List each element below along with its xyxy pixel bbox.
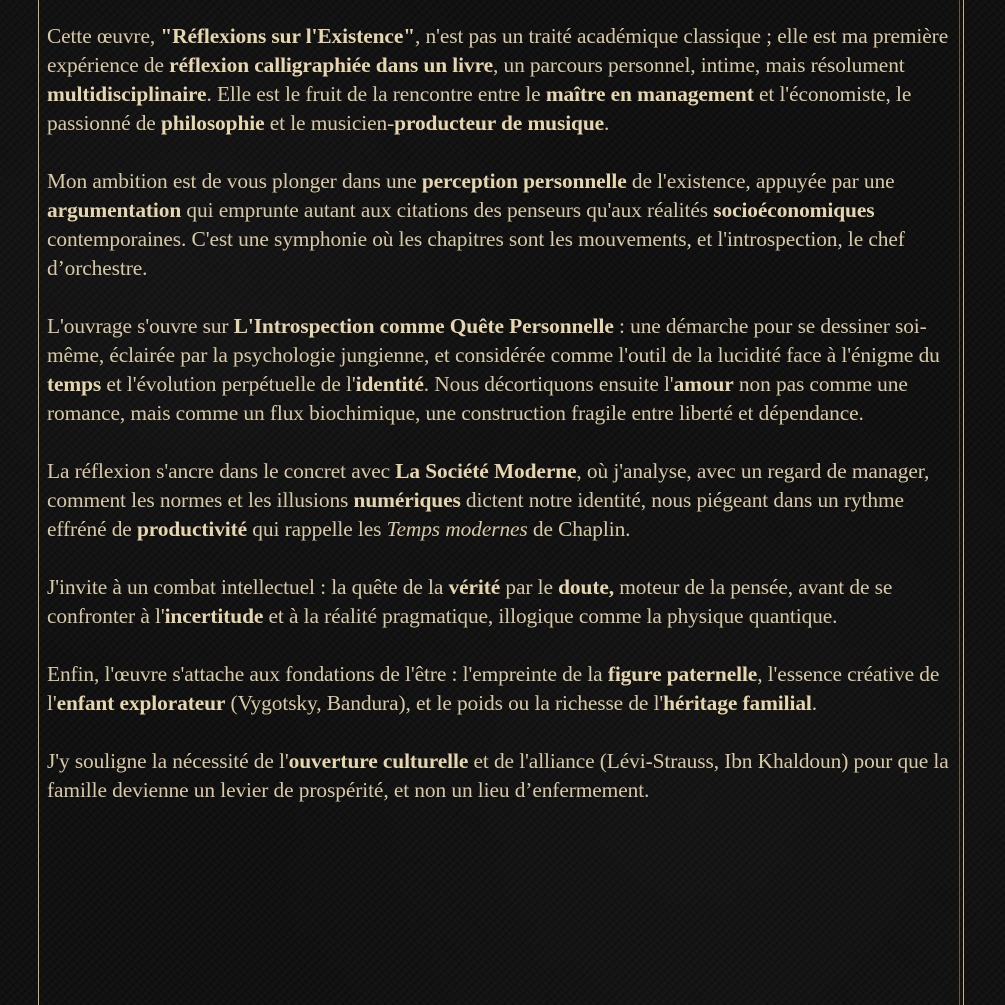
right-border-inner-line [959,0,960,1005]
paragraph-1 [47,22,955,138]
emphasis-text: La Société Moderne [395,459,577,483]
text-run: . [604,111,610,135]
text-run: , l'essence créative de l' [47,662,940,715]
text-run: : une démarche pour se dessiner soi-même, éclairée par la psychologie jungienne, et considérée comme l'outil de la lucidité face à l'énigme du [47,314,940,367]
emphasis-text: figure paternelle [607,662,758,686]
text-run: et l'économiste, le passionné de [47,82,912,135]
emphasis-text: numériques [353,488,461,512]
text-run: (Vygotsky, Bandura), et le poids ou la richesse de l' [225,691,664,715]
emphasis-text: temps [47,372,102,396]
text-run: J'y souligne la nécessité de l' [47,749,289,773]
text-run: de l'existence, appuyée par une [626,169,895,193]
paragraph-6 [47,660,955,718]
text-run: de Chaplin. [527,517,631,541]
text-body [47,22,955,834]
emphasis-text: L'Introspection comme Quête Personnelle [233,314,614,338]
text-run: , un parcours personnel, intime, mais résolument [493,53,905,77]
italic-text: Temps modernes [386,517,528,541]
text-run: Enfin, l'œuvre s'attache aux fondations de l'être : l'empreinte de la [47,662,608,686]
emphasis-text: philosophie [160,111,265,135]
emphasis-text: vérité [448,575,501,599]
text-run: . [811,691,818,715]
text-run: Mon ambition est de vous plonger dans une [47,169,422,193]
text-run: dictent notre identité, nous piégeant dans un rythme effréné de [47,488,904,541]
emphasis-text: amour [673,372,734,396]
text-run: . Nous décortiquons ensuite l' [423,372,674,396]
text-run: qui emprunte autant aux citations des penseurs qu'aux réalités [181,198,714,222]
text-run: et l'évolution perpétuelle de l' [101,372,356,396]
paragraph-3 [47,312,955,428]
emphasis-text: doute, [558,575,614,599]
right-border-line [963,0,964,1005]
emphasis-text: socioéconomiques [713,198,875,222]
emphasis-text: producteur de musique [394,111,605,135]
paragraph-7 [47,747,955,805]
text-run: et de l'alliance (Lévi-Strauss, Ibn Khaldoun) pour que la famille devienne un levier de prospérité, et non un lieu d’enfermement. [47,749,949,802]
text-run: et à la réalité pragmatique, illogique comme la physique quantique. [263,604,838,628]
text-run: La réflexion s'ancre dans le concret avec [47,459,396,483]
paragraph-2 [47,167,955,283]
emphasis-text: réflexion calligraphiée dans un livre [169,53,493,77]
emphasis-text: maître en management [545,82,754,106]
emphasis-text: "Réflexions sur l'Existence" [160,24,415,48]
text-run: , n'est pas un traité académique classique ; elle est ma première expérience de [47,24,949,77]
emphasis-text: ouverture culturelle [288,749,469,773]
text-run: qui rappelle les [247,517,387,541]
text-run: . Elle est le fruit de la rencontre entre le [206,82,546,106]
left-border-line [38,0,39,1005]
text-run: Cette œuvre, [47,24,161,48]
paragraph-4 [47,457,955,544]
emphasis-text: productivité [136,517,248,541]
emphasis-text: héritage familial [663,691,812,715]
emphasis-text: enfant explorateur [56,691,226,715]
emphasis-text: multidisciplinaire [47,82,207,106]
text-run: et le musicien- [264,111,395,135]
emphasis-text: incertitude [164,604,264,628]
text-run: moteur de la pensée, avant de se confronter à l' [47,575,893,628]
text-run: J'invite à un combat intellectuel : la quête de la [47,575,449,599]
text-run: L'ouvrage s'ouvre sur [47,314,234,338]
emphasis-text: perception personnelle [421,169,627,193]
emphasis-text: identité [355,372,424,396]
paragraph-5 [47,573,955,631]
text-run: contemporaines. C'est une symphonie où les chapitres sont les mouvements, et l'introspection, le chef d’orchestre. [47,227,905,280]
text-run: , où j'analyse, avec un regard de manager, comment les normes et les illusions [47,459,930,512]
text-run: non pas comme une romance, mais comme un flux biochimique, une construction fragile entre liberté et dépendance. [47,372,908,425]
text-run: par le [500,575,559,599]
emphasis-text: argumentation [47,198,182,222]
